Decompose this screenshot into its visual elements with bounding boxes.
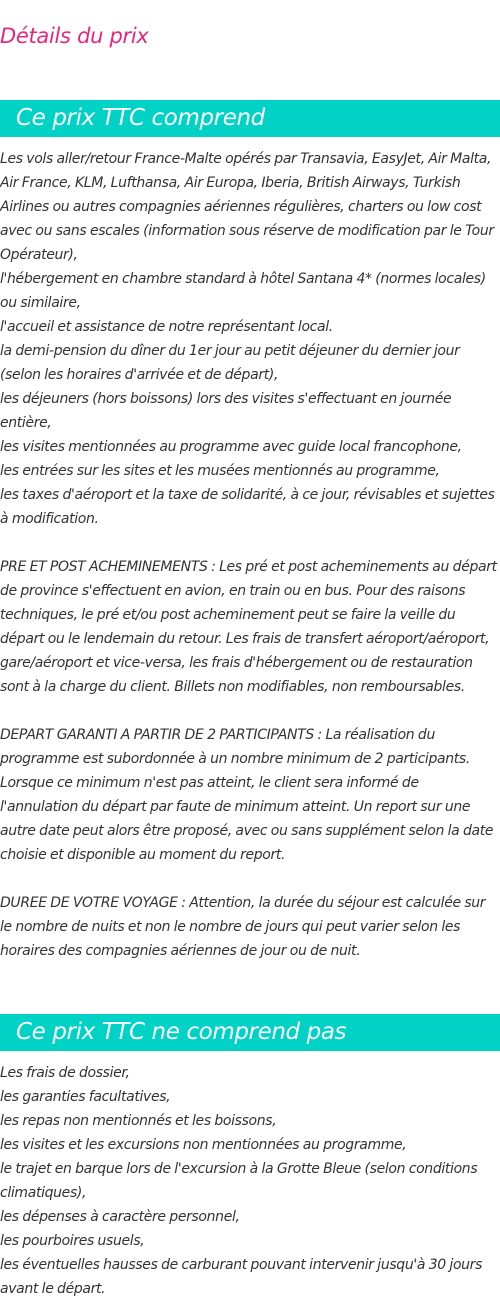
excludes-item: les éventuelles hausses de carburant pouvant intervenir jusqu'à 30 jours avant le départ. xyxy=(0,1257,483,1297)
excludes-item: les dépenses à caractère personnel, xyxy=(0,1209,240,1225)
trip-duration-paragraph: DUREE DE VOTRE VOYAGE : Attention, la durée du séjour est calculée sur le nombre de nuits et non le nombre de jours qui peut varier selon les horaires des compagnies aériennes de jour ou de nuit. xyxy=(0,895,486,959)
excludes-item: les pourboires usuels, xyxy=(0,1233,145,1249)
includes-header: Ce prix TTC comprend xyxy=(0,100,500,137)
includes-item: les taxes d'aéroport et la taxe de solidarité, à ce jour, révisables et sujettes à modification. xyxy=(0,487,495,527)
includes-item: les déjeuners (hors boissons) lors des visites s'effectuant en journée entière, xyxy=(0,391,452,431)
excludes-item: le trajet en barque lors de l'excursion à la Grotte Bleue (selon conditions climatiques), xyxy=(0,1161,478,1201)
includes-item: Les vols aller/retour France-Malte opérés par Transavia, EasyJet, Air Malta, Air France, KLM, Lufthansa, Air Europa, Iberia, British Airways, Turkish Airlines ou autres compagnies aériennes régulières, charters ou low cost avec ou sans escales (information sous réserve de modification par le Tour Opérateur), xyxy=(0,151,494,263)
excludes-item: les repas non mentionnés et les boissons, xyxy=(0,1113,277,1129)
includes-list xyxy=(0,147,500,963)
excludes-item: les visites et les excursions non mentionnées au programme, xyxy=(0,1137,407,1153)
pre-post-routing-paragraph: PRE ET POST ACHEMINEMENTS : Les pré et post acheminements au départ de province s'effectuent en avion, en train ou en bus. Pour des raisons techniques, le pré et/ou post acheminement peut se faire la veille du départ ou le lendemain du retour. Les frais de transfert aéroport/aéroport, gare/aéroport et vice-versa, les frais d'hébergement ou de restauration sont à la charge du client. Billets non modifiables, non remboursables. xyxy=(0,559,497,695)
includes-item: les visites mentionnées au programme avec guide local francophone, xyxy=(0,439,462,455)
page-title: Détails du prix xyxy=(0,24,149,48)
includes-item: l'accueil et assistance de notre représentant local. xyxy=(0,319,333,335)
excludes-item: les garanties facultatives, xyxy=(0,1089,171,1105)
excludes-item: Les frais de dossier, xyxy=(0,1065,130,1081)
excludes-list xyxy=(0,1061,500,1301)
includes-item: l'hébergement en chambre standard à hôtel Santana 4* (normes locales) ou similaire, xyxy=(0,271,486,311)
includes-item: les entrées sur les sites et les musées mentionnés au programme, xyxy=(0,463,440,479)
includes-item: la demi-pension du dîner du 1er jour au petit déjeuner du dernier jour (selon les horaires d'arrivée et de départ), xyxy=(0,343,460,383)
guaranteed-departure-paragraph: DEPART GARANTI A PARTIR DE 2 PARTICIPANTS : La réalisation du programme est subordonnée à un nombre minimum de 2 participants. Lorsque ce minimum n'est pas atteint, le client sera informé de l'annulation du départ par faute de minimum atteint. Un report sur une autre date peut alors être proposé, avec ou sans supplément selon la date choisie et disponible au moment du report. xyxy=(0,727,494,863)
excludes-header: Ce prix TTC ne comprend pas xyxy=(0,1014,500,1051)
